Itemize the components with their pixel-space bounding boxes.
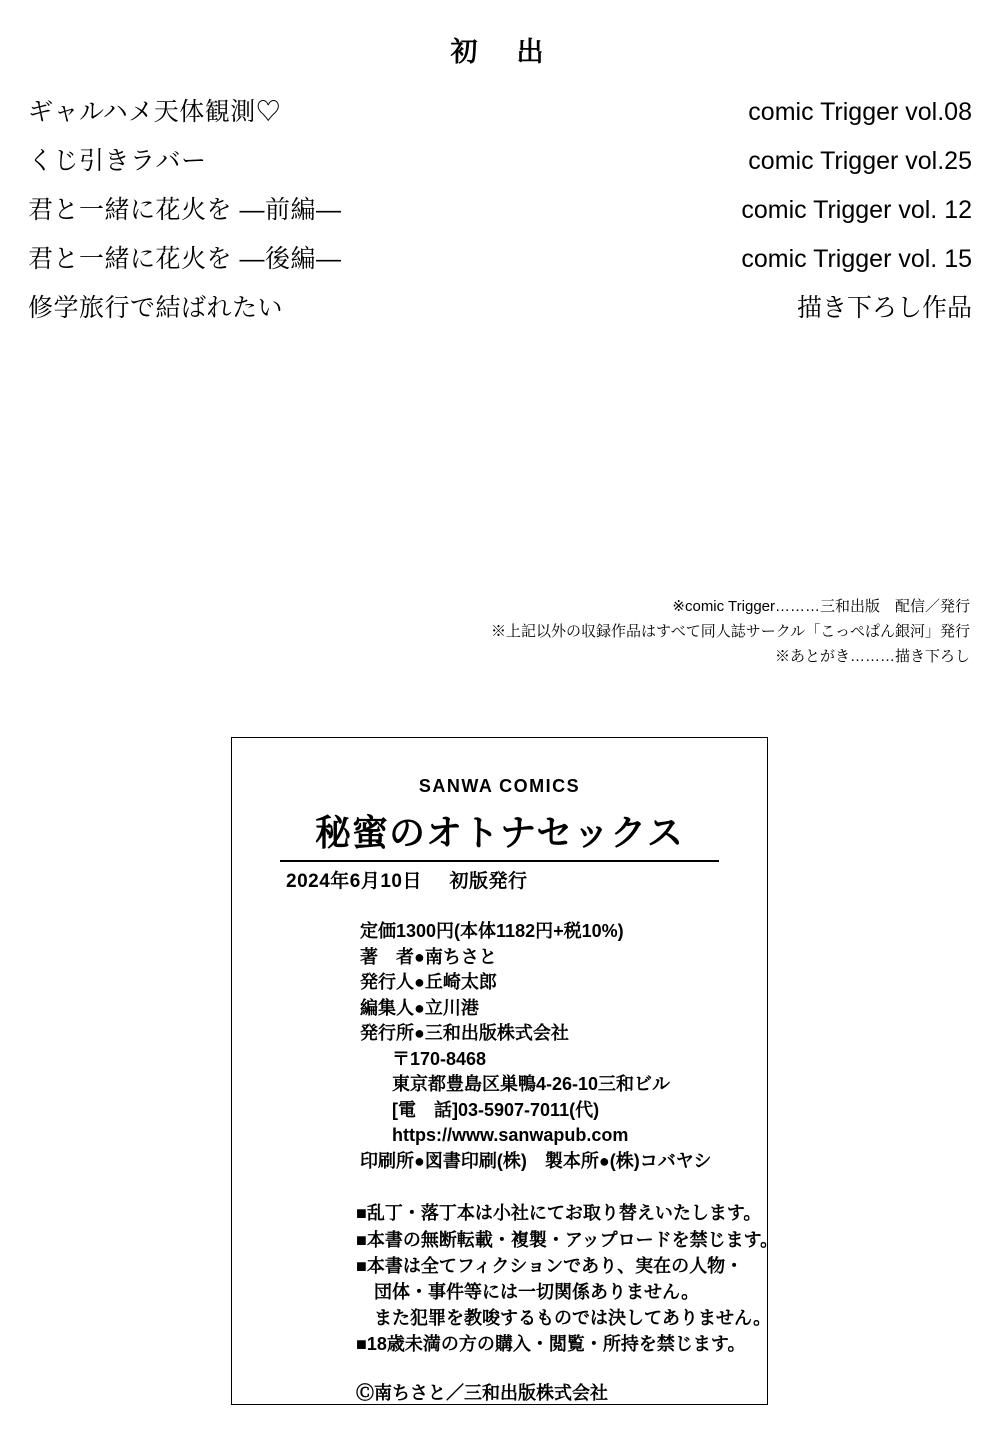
credit-source: comic Trigger vol. 12: [741, 196, 972, 224]
list-item: [28, 141, 972, 177]
term-line: また犯罪を教唆するものでは決してありません。: [374, 1307, 772, 1328]
terms-notice: [232, 1200, 779, 1357]
list-item: [28, 190, 972, 226]
credit-title: ギャルハメ天体観測♡: [28, 98, 282, 126]
detail-line: 定価1300円(本体1182円+税10%): [360, 921, 624, 941]
term-line: ■本書の無断転載・複製・アップロードを禁じます。: [356, 1229, 779, 1250]
term-line: ■乱丁・落丁本は小社にてお取り替えいたします。: [356, 1203, 762, 1224]
detail-line: 編集人●立川港: [360, 997, 479, 1018]
copyright-line: Ⓒ南ちさと／三和出版株式会社: [356, 1383, 608, 1404]
footnotes: [491, 595, 970, 669]
detail-line: 発行人●丘崎太郎: [360, 972, 497, 993]
footnote-line: ※あとがき………描き下ろし: [774, 647, 970, 665]
credit-source: 描き下ろし作品: [796, 294, 972, 322]
imprint-label: SANWA COMICS: [418, 776, 581, 796]
detail-line: 東京都豊島区巣鴨4-26-10三和ビル: [392, 1074, 671, 1095]
credit-source: comic Trigger vol.08: [748, 98, 972, 126]
detail-line: 発行所●三和出版株式会社: [360, 1023, 569, 1044]
detail-line: 印刷所●図書印刷(株) 製本所●(株)コバヤシ: [360, 1150, 712, 1171]
credit-title: 君と一緒に花火を ―前編―: [28, 196, 342, 224]
term-line: 団体・事件等には一切関係ありません。: [374, 1281, 700, 1302]
detail-line: 著 者●南ちさと: [360, 946, 497, 967]
detail-line: [電 話]03-5907-7011(代): [392, 1099, 600, 1120]
list-item: [28, 288, 972, 324]
publication-details: [232, 919, 767, 1174]
footnote-line: ※comic Trigger………三和出版 配信／発行: [672, 598, 970, 615]
credit-title: 君と一緒に花火を ―後編―: [28, 245, 342, 273]
colophon-box: [231, 737, 779, 1405]
publisher-website[interactable]: https://www.sanwapub.com: [392, 1125, 629, 1146]
credit-source: comic Trigger vol. 15: [741, 245, 972, 273]
credit-title: くじ引きラバー: [28, 147, 207, 175]
list-item: [28, 92, 972, 128]
term-line: ■18歳未満の方の購入・閲覧・所持を禁じます。: [356, 1333, 746, 1354]
term-line: ■本書は全てフィクションであり、実在の人物・: [356, 1255, 744, 1276]
page-title: 初 出: [450, 37, 550, 67]
book-title: 秘蜜のオトナセックス: [315, 812, 684, 853]
credit-title: 修学旅行で結ばれたい: [28, 294, 284, 322]
publication-date-row: [280, 860, 719, 893]
footnote-line: ※上記以外の収録作品はすべて同人誌サークル「こっぺぱん銀河」発行: [491, 622, 970, 640]
edition-label: 初版発行: [449, 871, 528, 892]
detail-line: 〒170-8468: [392, 1048, 487, 1069]
credits-list: [28, 92, 972, 337]
list-item: [28, 239, 972, 275]
credit-source: comic Trigger vol.25: [748, 147, 972, 175]
publication-date: 2024年6月10日: [286, 871, 422, 892]
